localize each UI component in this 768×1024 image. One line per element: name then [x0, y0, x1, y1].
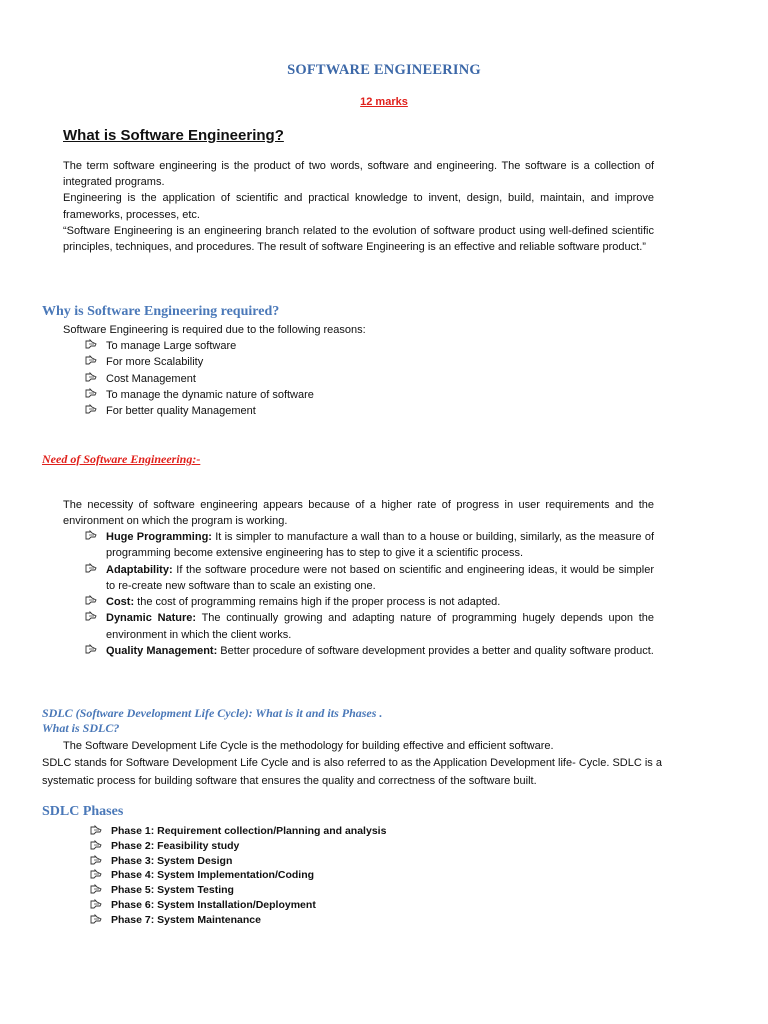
term-label: Adaptability:: [106, 563, 173, 576]
pointing-hand-icon: [84, 403, 98, 417]
section-heading-why-required: Why is Software Engineering required?: [42, 304, 280, 319]
section-heading-sdlc-phases: SDLC Phases: [42, 804, 124, 819]
list-item: [89, 913, 386, 928]
list-item-text: For better quality Management: [106, 405, 256, 418]
list-item: [89, 839, 386, 854]
section2-intro: Software Engineering is required due to the following reasons:: [63, 324, 366, 336]
term-text: It is simpler to manufacture a wall than to a house or building, similarly, as the measure of programming become extensive engineering has to step to give it a scientific process.: [106, 531, 654, 560]
pointing-hand-icon: [84, 643, 98, 657]
term-label: Huge Programming:: [106, 531, 212, 543]
pointing-hand-icon: [84, 387, 98, 401]
list-item: [89, 883, 386, 898]
list-item: [84, 338, 314, 354]
list-item-text: Phase 1: Requirement collection/Planning and analysis: [111, 825, 387, 837]
section-heading-sdlc: SDLC (Software Development Life Cycle): What is it and its Phases .: [42, 706, 383, 720]
section-heading-what-is-sdlc: What is SDLC?: [42, 721, 120, 735]
pointing-hand-icon: [84, 371, 98, 385]
pointing-hand-icon: [84, 354, 98, 368]
pointing-hand-icon: [89, 913, 103, 927]
pointing-hand-icon: [89, 883, 103, 897]
pointing-hand-icon: [84, 610, 98, 624]
document-title: SOFTWARE ENGINEERING: [287, 62, 481, 78]
list-item-text: Phase 2: Feasibility study: [111, 839, 240, 852]
list-item: [84, 371, 314, 387]
term-text: Better procedure of software development provides a better and quality software product.: [217, 645, 654, 658]
sdlc-definition: The Software Development Life Cycle is the methodology for building effective and efficient software.: [63, 740, 554, 752]
pointing-hand-icon: [84, 529, 98, 543]
pointing-hand-icon: [89, 824, 103, 838]
paragraph: “Software Engineering is an engineering branch related to the evolution of software product using well-defined scientific principles, techniques, and procedures. The result of software Engineering is an effective and reliable software product.”: [63, 224, 654, 254]
list-item: [89, 854, 386, 869]
term-text: the cost of programming remains high if the proper process is not adapted.: [134, 596, 501, 609]
term-label: Quality Management:: [106, 645, 218, 658]
list-item-text: Phase 3: System Design: [111, 854, 233, 867]
list-item-text: To manage Large software: [106, 340, 237, 352]
paragraph: Engineering is the application of scientific and practical knowledge to invent, design, build, maintain, and improve frameworks, processes, etc.: [63, 192, 654, 221]
term-text: If the software procedure were not based on scientific and engineering ideas, it would be simpler to re-create new software than to scale an existing one.: [106, 563, 654, 592]
pointing-hand-icon: [89, 868, 103, 882]
list-item: [84, 403, 314, 419]
paragraph: The term software engineering is the product of two words, software and engineering. The software is a collection of integrated programs.: [63, 160, 654, 189]
list-item: [89, 824, 386, 839]
list-item: [84, 643, 654, 659]
phases-list: [89, 824, 386, 928]
term-text: The continually growing and adapting nature of programming hugely depends upon the environment in which the client works.: [106, 612, 654, 641]
list-item-text: Phase 6: System Installation/Deployment: [111, 898, 316, 911]
list-item: [89, 898, 386, 913]
sdlc-description: SDLC stands for Software Development Life Cycle and is also referred to as the Application Development life- Cycle. SDLC is a systematic process for building software that ensures the quality and correctness of the software built.: [42, 757, 662, 787]
list-item: [84, 387, 314, 403]
marks-label: 12 marks: [360, 96, 408, 108]
list-item-text: Cost Management: [106, 372, 196, 385]
list-item-text: For more Scalability: [106, 356, 204, 369]
needs-list: [84, 529, 654, 659]
pointing-hand-icon: [89, 898, 103, 912]
list-item: [89, 868, 386, 883]
pointing-hand-icon: [84, 562, 98, 576]
reasons-list: [84, 338, 314, 419]
list-item-text: To manage the dynamic nature of software: [106, 388, 314, 401]
list-item-text: Phase 7: System Maintenance: [111, 913, 261, 926]
section-heading-what-is-se: What is Software Engineering?: [63, 127, 284, 144]
pointing-hand-icon: [89, 839, 103, 853]
section3-intro: The necessity of software engineering appears because of a higher rate of progress in user requirements and the environment on which the program is working.: [63, 499, 654, 528]
section-heading-need: Need of Software Engineering:-: [42, 452, 201, 466]
list-item: [84, 594, 654, 610]
list-item-text: Phase 4: System Implementation/Coding: [111, 869, 315, 882]
list-item-text: Phase 5: System Testing: [111, 884, 234, 897]
pointing-hand-icon: [84, 338, 98, 352]
term-label: Dynamic Nature:: [106, 612, 197, 625]
list-item: [84, 354, 314, 370]
list-item: [84, 610, 654, 643]
list-item: [84, 562, 654, 595]
section1-body: [63, 158, 654, 255]
pointing-hand-icon: [84, 594, 98, 608]
term-label: Cost:: [106, 596, 135, 609]
list-item: [84, 529, 654, 562]
pointing-hand-icon: [89, 854, 103, 868]
